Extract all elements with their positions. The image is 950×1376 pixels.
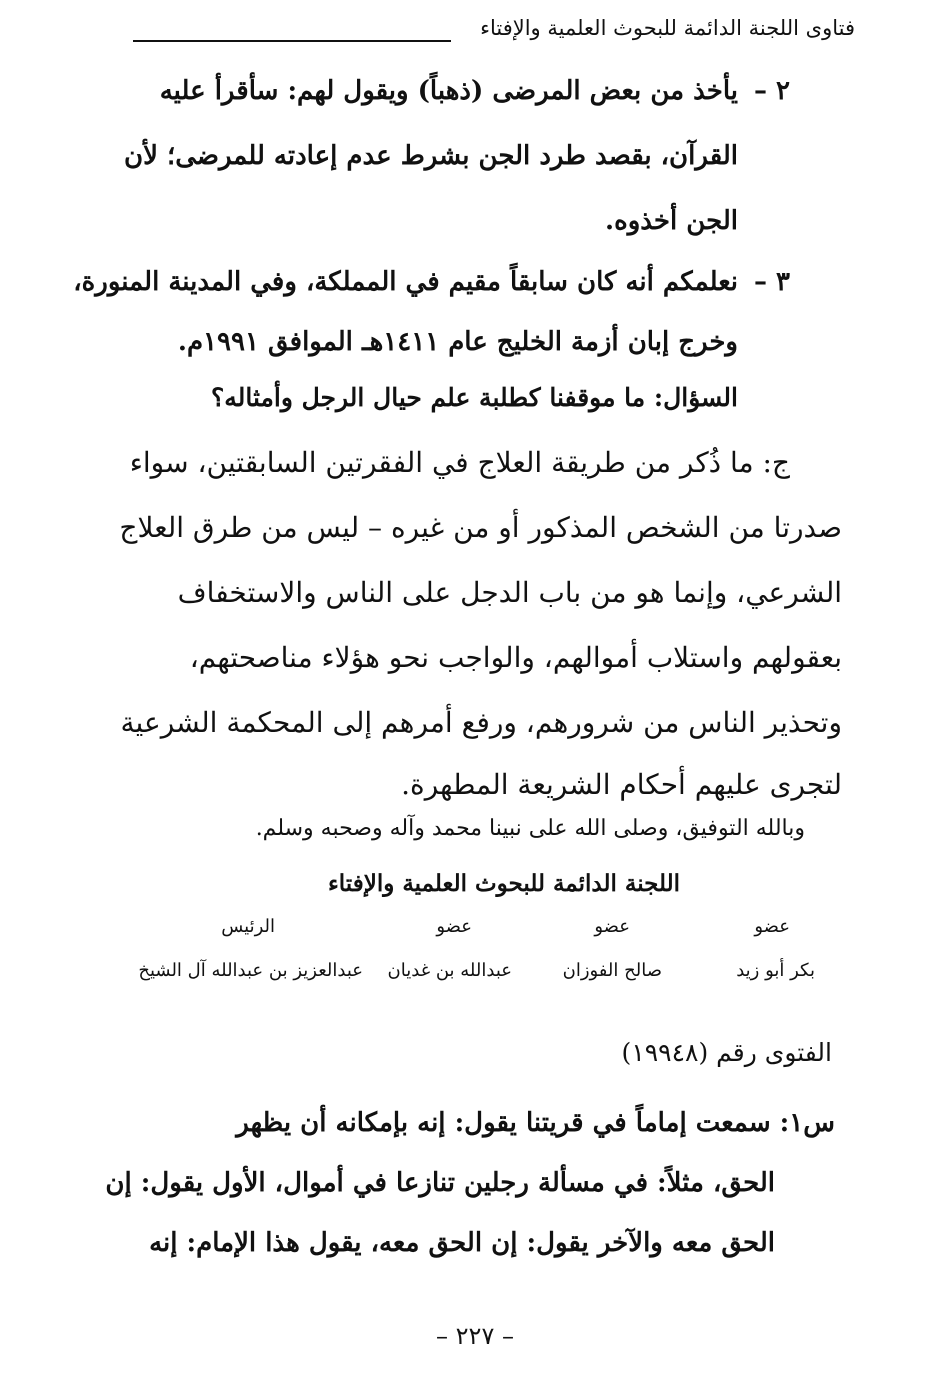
signatory-name: عبدالله بن غديان xyxy=(387,960,512,981)
signatory-name: صالح الفوزان xyxy=(562,960,662,981)
question-line: الحق معه والآخر يقول: إن الحق معه، يقول هذا الإمام: إنه xyxy=(149,1228,775,1258)
item-number: ٢ – xyxy=(753,76,790,106)
answer-line: وتحذير الناس من شرورهم، ورفع أمرهم إلى المحكمة الشرعية xyxy=(120,706,842,739)
list-item-2 xyxy=(110,72,790,252)
question-text: السؤال: ما موقفنا كطلبة علم حيال الرجل وأمثاله؟ xyxy=(211,383,738,412)
question-line: الحق، مثلاً: في مسألة رجلين تنازعا في أموال، الأول يقول: إن xyxy=(105,1168,775,1198)
item-number: ٣ – xyxy=(753,267,790,297)
item-line: الجن أخذوه. xyxy=(605,206,738,236)
question-line: س١: سمعت إماماً في قريتنا يقول: إنه بإمكانه أن يظهر xyxy=(236,1108,835,1138)
signatory-role: عضو xyxy=(594,916,630,937)
item-line: يأخذ من بعض المرضى (ذهباً) ويقول لهم: سأقرأ عليه xyxy=(159,76,738,106)
list-item-3 xyxy=(73,263,790,373)
signatory-name: عبدالعزيز بن عبدالله آل الشيخ xyxy=(138,960,363,981)
signatory-role: الرئيس xyxy=(221,916,275,937)
fatwa-number: الفتوى رقم (١٩٩٤٨) xyxy=(621,1038,832,1067)
answer-line: ج: ما ذُكر من طريقة العلاج في الفقرتين السابقتين، سواء xyxy=(129,446,790,479)
committee-name: اللجنة الدائمة للبحوث العلمية والإفتاء xyxy=(327,870,680,897)
answer-line: لتجرى عليهم أحكام الشريعة المطهرة. xyxy=(401,768,842,801)
signatory-role: عضو xyxy=(754,916,790,937)
answer-line: الشرعي، وإنما هو من باب الدجل على الناس والاستخفاف xyxy=(177,576,842,609)
header-rule xyxy=(133,40,451,42)
item-line: نعلمكم أنه كان سابقاً مقيم في المملكة، وفي المدينة المنورة، xyxy=(73,267,738,297)
item-line: وخرج إبان أزمة الخليج عام ١٤١١هـ الموافق ١٩٩١م. xyxy=(177,327,738,357)
signatory-role: عضو xyxy=(436,916,472,937)
running-header: فتاوى اللجنة الدائمة للبحوث العلمية والإفتاء xyxy=(480,16,855,40)
answer-line: بعقولهم واستلاب أموالهم، والواجب نحو هؤلاء مناصحتهم، xyxy=(189,641,842,674)
signatory-name: بكر أبو زيد xyxy=(736,960,815,981)
page-number: – ٢٢٧ – xyxy=(436,1322,514,1350)
answer-line: صدرتا من الشخص المذكور أو من غيره – ليس من طرق العلاج xyxy=(119,511,842,544)
item-line: القرآن، بقصد طرد الجن بشرط عدم إعادته للمرضى؛ لأن xyxy=(123,141,738,171)
closing-invocation: وبالله التوفيق، وصلى الله على نبينا محمد وآله وصحبه وسلم. xyxy=(255,816,805,841)
